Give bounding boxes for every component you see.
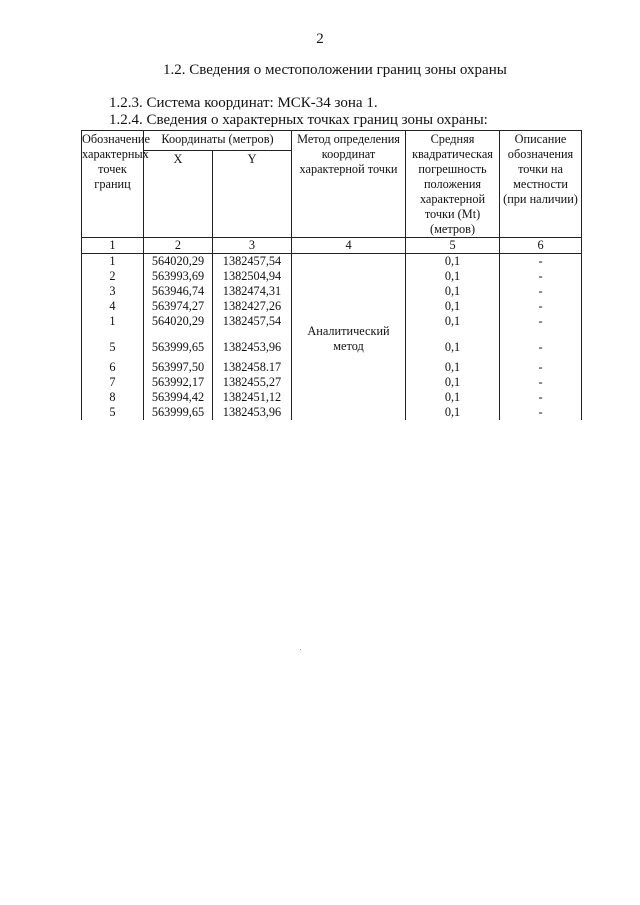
header-x: X [144, 151, 213, 238]
coord-y: 1382453,96 [213, 337, 292, 360]
header-method: Метод определения координат характерной точки [292, 131, 406, 238]
column-number: 4 [292, 238, 406, 254]
coord-x: 563994,42 [144, 390, 213, 405]
point-number: 3 [82, 284, 144, 299]
error-value: 0,1 [406, 375, 500, 390]
point-number: 7 [82, 375, 144, 390]
header-point-designation: Обозначение характерных точек границ [82, 131, 144, 238]
header-coordinates: Координаты (метров) [144, 131, 292, 151]
description-value: - [500, 405, 582, 420]
coord-y: 1382457,54 [213, 254, 292, 270]
header-description: Описание обозначения точки на местности (при наличии) [500, 131, 582, 238]
error-value: 0,1 [406, 269, 500, 284]
description-value: - [500, 337, 582, 360]
column-number: 2 [144, 238, 213, 254]
description-value: - [500, 284, 582, 299]
table-row [82, 254, 582, 270]
column-number: 6 [500, 238, 582, 254]
error-value: 0,1 [406, 405, 500, 420]
points-title-line: 1.2.4. Сведения о характерных точках границ зоны охраны: [109, 112, 488, 128]
description-value: - [500, 360, 582, 375]
column-number: 3 [213, 238, 292, 254]
scan-speck [300, 649, 301, 650]
error-value: 0,1 [406, 390, 500, 405]
error-value: 0,1 [406, 314, 500, 337]
coord-y: 1382458.17 [213, 360, 292, 375]
coord-y: 1382427,26 [213, 299, 292, 314]
column-number: 5 [406, 238, 500, 254]
point-number: 6 [82, 360, 144, 375]
coord-x: 563992,17 [144, 375, 213, 390]
description-value: - [500, 269, 582, 284]
point-number: 5 [82, 405, 144, 420]
coord-x: 564020,29 [144, 254, 213, 270]
point-number: 4 [82, 299, 144, 314]
coordinate-system-line: 1.2.3. Система координат: МСК-34 зона 1. [109, 95, 378, 111]
coord-y: 1382453,96 [213, 405, 292, 420]
error-value: 0,1 [406, 284, 500, 299]
method-cell [292, 254, 406, 421]
coord-x: 563974,27 [144, 299, 213, 314]
point-number: 1 [82, 314, 144, 337]
error-value: 0,1 [406, 299, 500, 314]
error-value: 0,1 [406, 337, 500, 360]
point-number: 1 [82, 254, 144, 270]
coord-y: 1382451,12 [213, 390, 292, 405]
description-value: - [500, 299, 582, 314]
coord-x: 563999,65 [144, 405, 213, 420]
coord-x: 563993,69 [144, 269, 213, 284]
error-value: 0,1 [406, 360, 500, 375]
section-title: 1.2. Сведения о местоположении границ зоны охраны [163, 62, 507, 78]
column-number: 1 [82, 238, 144, 254]
boundary-points-table [81, 130, 582, 420]
description-value: - [500, 254, 582, 270]
header-y: Y [213, 151, 292, 238]
point-number: 8 [82, 390, 144, 405]
coord-x: 564020,29 [144, 314, 213, 337]
coord-y: 1382457,54 [213, 314, 292, 337]
error-value: 0,1 [406, 254, 500, 270]
header-error: Средняя квадратическая погрешность положения характерной точки (Mt) (метров) [406, 131, 500, 238]
coord-x: 563999,65 [144, 337, 213, 360]
page-number: 2 [316, 31, 324, 47]
description-value: - [500, 390, 582, 405]
coord-x: 563997,50 [144, 360, 213, 375]
coord-y: 1382504,94 [213, 269, 292, 284]
method-value: Аналитический метод [307, 324, 390, 353]
description-value: - [500, 375, 582, 390]
coord-y: 1382474,31 [213, 284, 292, 299]
coord-y: 1382455,27 [213, 375, 292, 390]
description-value: - [500, 314, 582, 337]
point-number: 2 [82, 269, 144, 284]
coord-x: 563946,74 [144, 284, 213, 299]
point-number: 5 [82, 337, 144, 360]
